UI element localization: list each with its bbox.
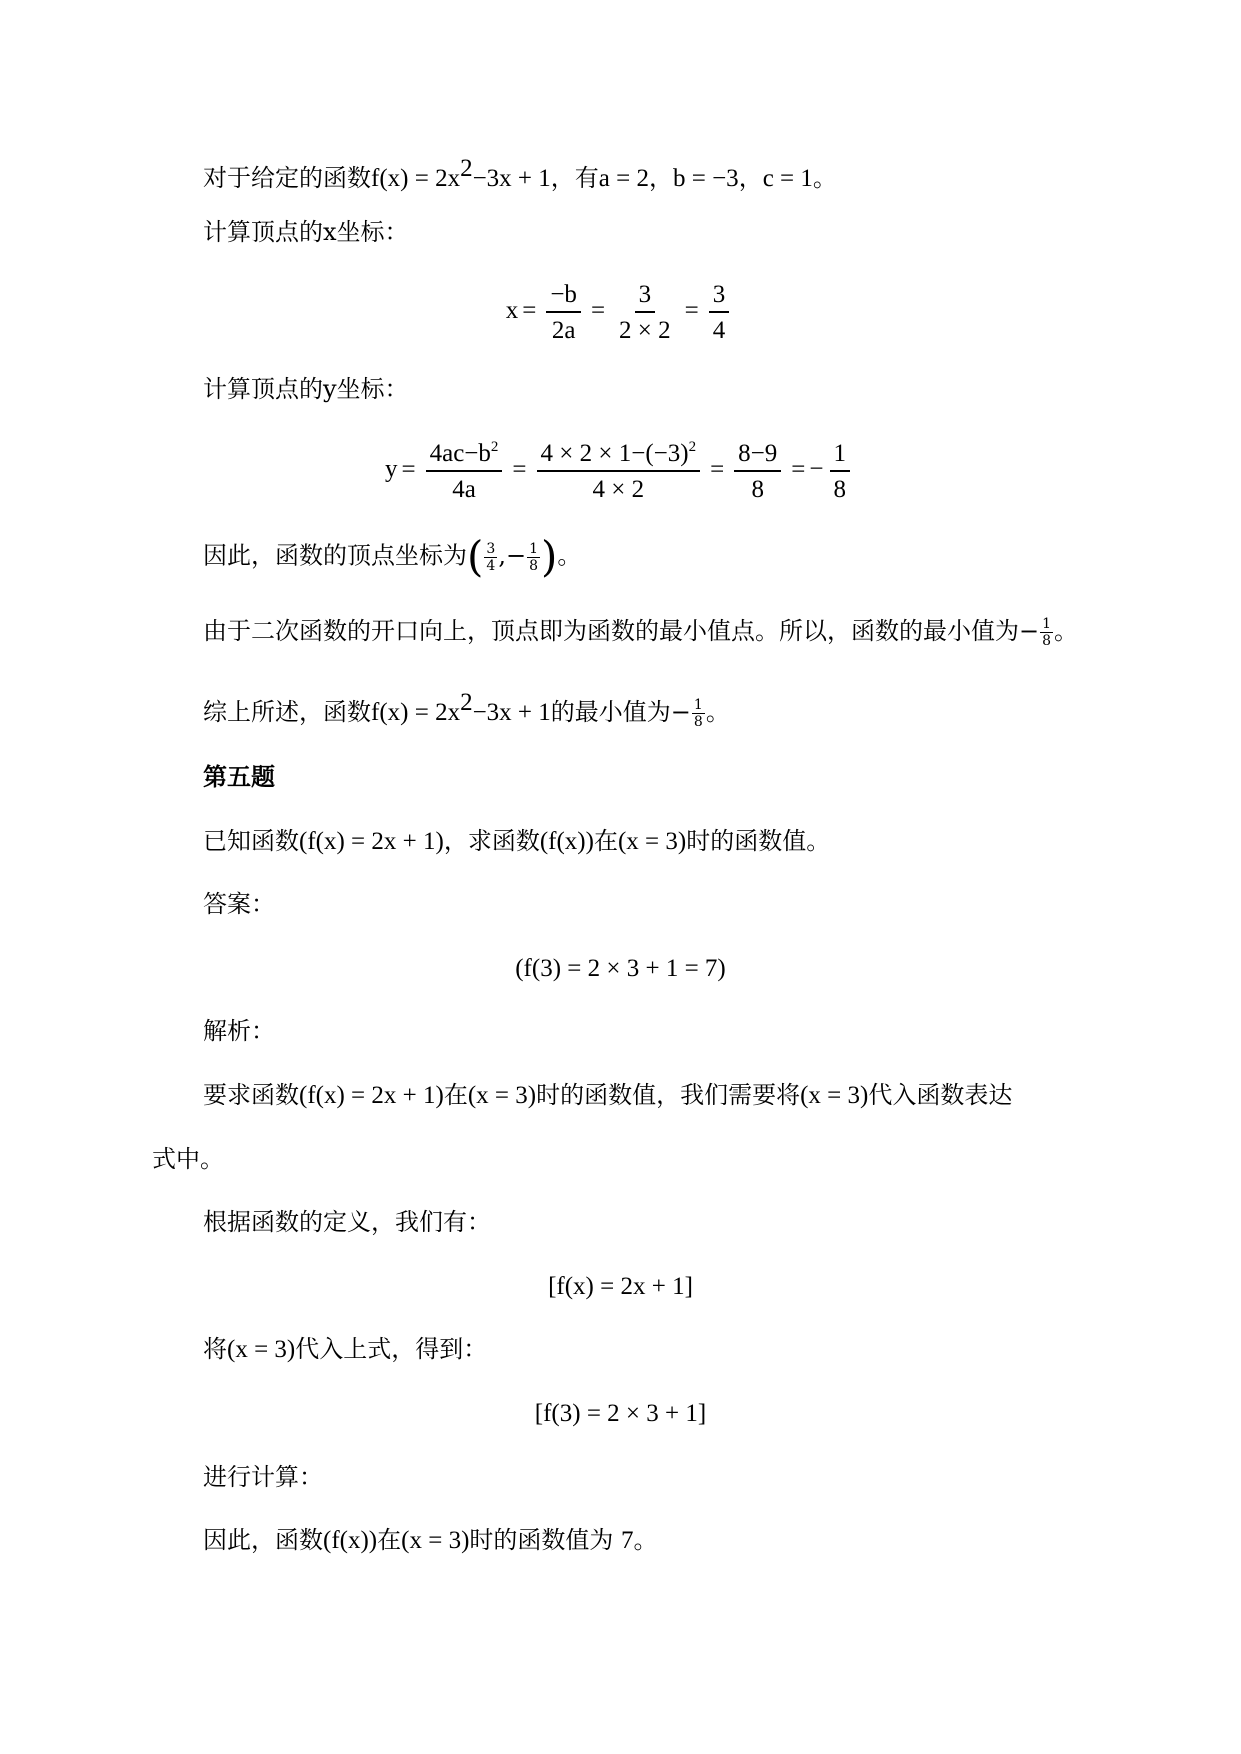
minus-sign: −: [809, 455, 824, 483]
analysis-label: 解析：: [203, 1017, 275, 1045]
equation-definition: [f(x) = 2x + 1]: [548, 1273, 693, 1300]
text: ，: [738, 164, 763, 192]
fraction: $\frac{4 \times 2 \times 1-(-3)^2}{4 \times 2}$: [537, 440, 701, 502]
text: 对于给定的函数: [203, 164, 371, 192]
equation-substitution: [f(3) = 2 × 3 + 1]: [534, 1400, 707, 1427]
paragraph-vertex-y-label: 计算顶点的y坐标：: [203, 375, 409, 403]
answer-label: 答案：: [203, 890, 275, 918]
eq-lhs: x: [505, 297, 519, 325]
fraction: $\frac{3}{2 \times 2}$: [619, 281, 671, 344]
text: 综上所述，函数: [203, 698, 371, 726]
paragraph-compute: 进行计算：: [203, 1463, 323, 1491]
math-expression: a = 2: [598, 165, 649, 192]
math-expression: −3x + 1: [472, 165, 551, 192]
paragraph-given-function: [203, 156, 837, 191]
math-expression: c = 1: [762, 165, 813, 192]
eq-lhs: y: [385, 455, 398, 483]
paragraph-vertex-coordinate: 因此，函数的顶点坐标为( $\frac{3}{4}$ ,− $\frac{1}{8}$ )。: [203, 532, 582, 581]
small-fraction: $\frac{1}{8}$: [693, 697, 703, 730]
math-expression: b = −3: [672, 165, 739, 192]
text: 由于二次函数的开口向上，顶点即为函数的最小值点。所以，函数的最小值为: [203, 617, 1019, 645]
fraction: $\frac{8-9}{8}$: [734, 441, 781, 502]
text: ，: [648, 164, 673, 192]
equation-vertex-y: y = $\frac{4ac-b^2}{4a}$ = $\frac{4 \times 2 \times 1-(-3)^2}{4 \times 2}$ = $\frac{8-9}{8}$ = − $\frac{1}{8}$: [0, 440, 1241, 502]
paragraph-question: 已知函数(f(x) = 2x + 1)，求函数(f(x))在(x = 3)时的函数值。: [203, 827, 831, 855]
small-fraction: $\frac{1}{8}$: [529, 540, 538, 574]
paragraph-vertex-x-label: 计算顶点的x坐标：: [203, 218, 409, 246]
fraction: $\frac{-b}{2a}$: [546, 282, 581, 343]
small-fraction: $\frac{3}{4}$: [486, 540, 496, 574]
fraction: $\frac{3}{4}$: [709, 282, 730, 343]
fraction: $\frac{1}{8}$: [830, 441, 851, 502]
paragraph-conclusion: 因此，函数(f(x))在(x = 3)时的函数值为 7。: [203, 1526, 658, 1554]
paragraph-definition: 根据函数的定义，我们有：: [203, 1208, 491, 1236]
paragraph-minimum-reason: 由于二次函数的开口向上，顶点即为函数的最小值点。所以，函数的最小值为− $\frac{1}{8}$ 。: [203, 616, 1079, 649]
math-expression: f(x) = 2x: [371, 165, 461, 192]
fraction: $\frac{4ac-b^2}{4a}$: [426, 440, 503, 502]
small-fraction: $\frac{1}{8}$: [1042, 616, 1052, 649]
paragraph-summary: 综上所述，函数$f(x) = 2x^2-3x + 1$的最小值为− $\frac{1}{8}$ 。: [203, 689, 730, 730]
exponent: 2: [460, 155, 473, 182]
section-heading: 第五题: [203, 762, 275, 791]
equation-vertex-x: x = $\frac{-b}{2a}$ = $\frac{3}{2 \times 2}$ = $\frac{3}{4}$: [0, 282, 1241, 343]
text: ，有: [550, 164, 599, 192]
text: 。: [812, 164, 837, 192]
paragraph-substitute: 将(x = 3)代入上式，得到：: [203, 1335, 488, 1363]
equation-answer: (f(3) = 2 × 3 + 1 = 7): [515, 955, 726, 982]
text: 因此，函数的顶点坐标为: [203, 541, 467, 570]
paragraph-analysis: 要求函数(f(x) = 2x + 1)在(x = 3)时的函数值，我们需要将(x = 3)代入函数表达: [203, 1081, 1013, 1109]
paragraph-analysis-continued: 式中。: [152, 1145, 224, 1173]
